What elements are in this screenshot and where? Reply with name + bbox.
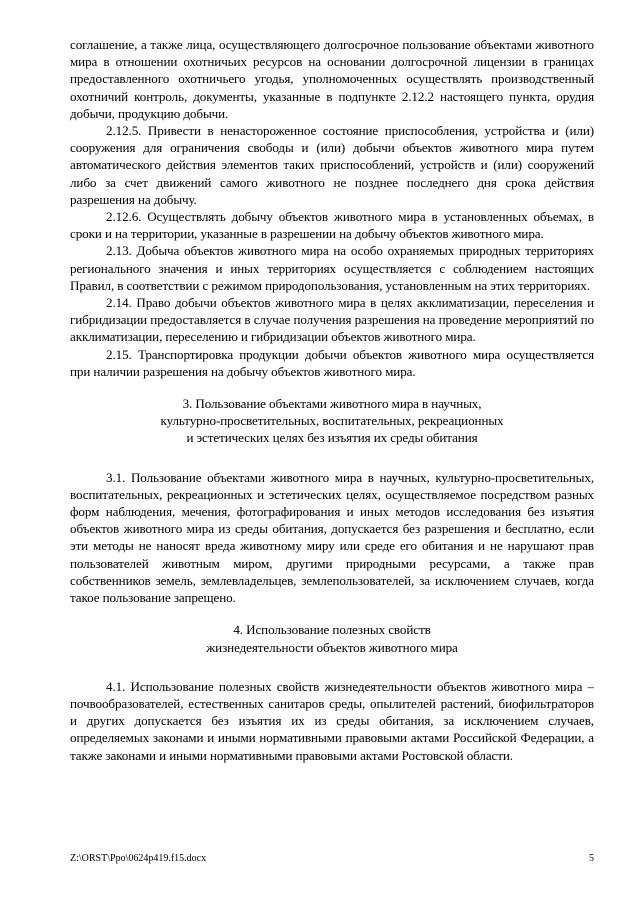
- document-body: [70, 36, 594, 764]
- page-number: 5: [589, 853, 594, 864]
- file-path: Z:\ORST\Ppo\0624p419.f15.docx: [70, 853, 207, 864]
- section-3-heading-line: и эстетических целях без изъятия их среды обитания: [186, 430, 478, 446]
- paragraph-2-12-5: 2.12.5. Привести в ненастороженное состояние приспособления, устройства и (или) сооружения для ограничения свободы и (или) добычи объектов животного мира путем автоматического действия элементов таких приспособлений, устройств и (или) сооружений либо за счет движений самого животного не позднее последнего дня срока действия разрешения на добычу.: [70, 123, 594, 207]
- section-4-heading-line: жизнедеятельности объектов животного мира: [206, 639, 458, 655]
- section-3-heading-line: 3. Пользование объектами животного мира в научных,: [182, 396, 482, 412]
- paragraph-3-1: 3.1. Пользование объектами животного мира в научных, культурно-просветительных, воспитательных, рекреационных и эстетических целях, осуществляемое посредством разных форм наблюдения, мечения, фотографирования и иных методов исследования без изъятия объектов животного мира из среды обитания, допускается без разрешения и бесплатно, если эти методы не наносят вреда животному миру или среде его обитания и не нарушают прав пользователей животным миром, другими природными ресурсами, а также прав собственников земель, землевладельцев, землепользователей, за исключением случаев, когда такое пользование запрещено.: [70, 469, 594, 606]
- section-4-heading: [70, 621, 594, 655]
- paragraph-2-15: 2.15. Транспортировка продукции добычи объектов животного мира осуществляется при наличии разрешения на добычу объектов животного мира.: [70, 346, 594, 379]
- paragraph-continuation: соглашение, а также лица, осуществляющего долгосрочное пользование объектами животного мира в отношении охотничьих ресурсов на основании долгосрочной лицензии в границах предоставленного охотничьего угодья, уполномоченных осуществлять производственный охотничий контроль, документы, указанные в подпункте 2.12.2 настоящего пункта, орудия добычи, продукцию добычи.: [70, 37, 594, 121]
- section-3-heading: [70, 395, 594, 447]
- section-4-heading-line: 4. Использование полезных свойств: [233, 622, 431, 638]
- paragraph-4-1: 4.1. Использование полезных свойств жизнедеятельности объектов животного мира – почвообразователей, естественных санитаров среды, опылителей растений, биофильтраторов и других допускается без изъятия их из среды обитания, за исключением случаев, определяемых законами и иными нормативными правовыми актами Российской Федерации, а также законами и иными нормативными правовыми актами Ростовской области.: [70, 678, 594, 763]
- paragraph-2-12-6: 2.12.6. Осуществлять добычу объектов животного мира в установленных объемах, в сроки и на территории, указанные в разрешении на добычу объектов животного мира.: [70, 209, 594, 242]
- paragraph-2-13: 2.13. Добыча объектов животного мира на особо охраняемых природных территориях регионального значения и иных территориях осуществляется с соблюдением настоящих Правил, в соответствии с режимом природопользования, установленным на этих территориях.: [70, 243, 594, 293]
- paragraph-2-14: 2.14. Право добычи объектов животного мира в целях акклиматизации, переселения и гибридизации предоставляется в случае получения разрешения на проведение мероприятий по акклиматизации, переселению и гибридизации объектов животного мира.: [70, 295, 594, 345]
- section-3-heading-line: культурно-просветительных, воспитательных, рекреационных: [160, 413, 504, 429]
